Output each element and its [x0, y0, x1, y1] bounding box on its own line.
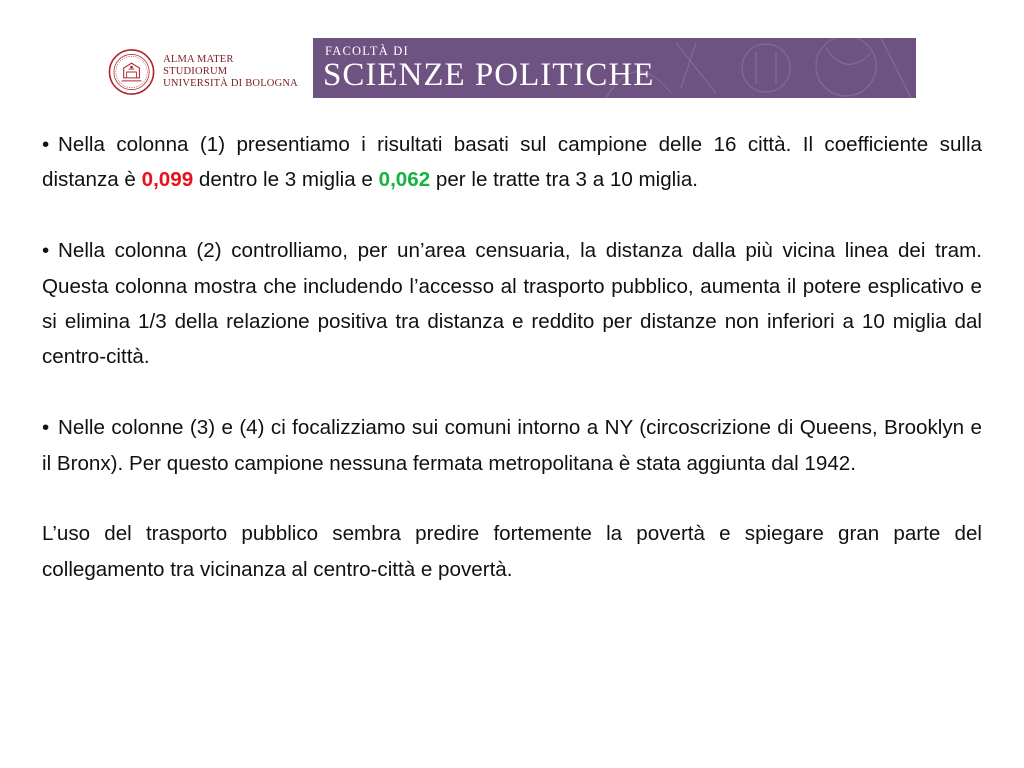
university-name-line2: UNIVERSITÀ DI BOLOGNA	[163, 78, 298, 89]
conclusion-paragraph	[42, 516, 982, 587]
university-seal-icon	[108, 48, 155, 96]
coefficient-value-green: 0,062	[378, 168, 431, 192]
bullet-marker: •	[42, 133, 50, 156]
paragraph-3-text: Nelle colonne (3) e (4) ci focalizziamo sui comuni intorno a NY (circoscrizione di Queens, Brooklyn e il Bronx). Per questo campione nessuna fermata metropolitana è stata aggiunta dal 1942.	[42, 416, 982, 475]
coefficient-value-red: 0,099	[141, 168, 194, 192]
university-name-line1: ALMA MATER STUDIORUM	[163, 54, 234, 77]
bullet-paragraph-2	[42, 233, 982, 375]
faculty-banner	[313, 38, 916, 98]
faculty-title: SCIENZE POLITICHE	[323, 57, 655, 93]
paragraph-2-text: Nella colonna (2) controlliamo, per un’area censuaria, la distanza dalla più vicina linea dei tram. Questa colonna mostra che includendo l’accesso al trasporto pubblico, aumenta il potere esplicativo e si elimina 1/3 della relazione positiva tra distanza e reddito per distanze non inferiori a 10 miglia dal centro-città.	[42, 239, 982, 369]
bullet-marker: •	[42, 416, 50, 440]
university-logo	[108, 46, 298, 98]
paragraph-1-text-a: Nella colonna (1) presentiamo i risultati basati sul campione delle 16 città. Il coefficiente sulla distanza è	[42, 133, 982, 192]
paragraph-4-text: L’uso del trasporto pubblico sembra predire fortemente la povertà e spiegare gran parte del collegamento tra vicinanza al centro-città e povertà.	[42, 522, 982, 581]
slide-body	[42, 127, 982, 623]
bullet-marker: •	[42, 239, 50, 263]
faculty-prefix: FACOLTÀ DI	[325, 44, 409, 58]
paragraph-1-text-b: dentro le 3 miglia e	[193, 168, 379, 192]
university-name	[163, 54, 298, 90]
paragraph-1-text-c: per le tratte tra 3 a 10 miglia.	[430, 168, 699, 192]
bullet-paragraph-3	[42, 410, 982, 481]
bullet-paragraph-1	[42, 127, 982, 198]
